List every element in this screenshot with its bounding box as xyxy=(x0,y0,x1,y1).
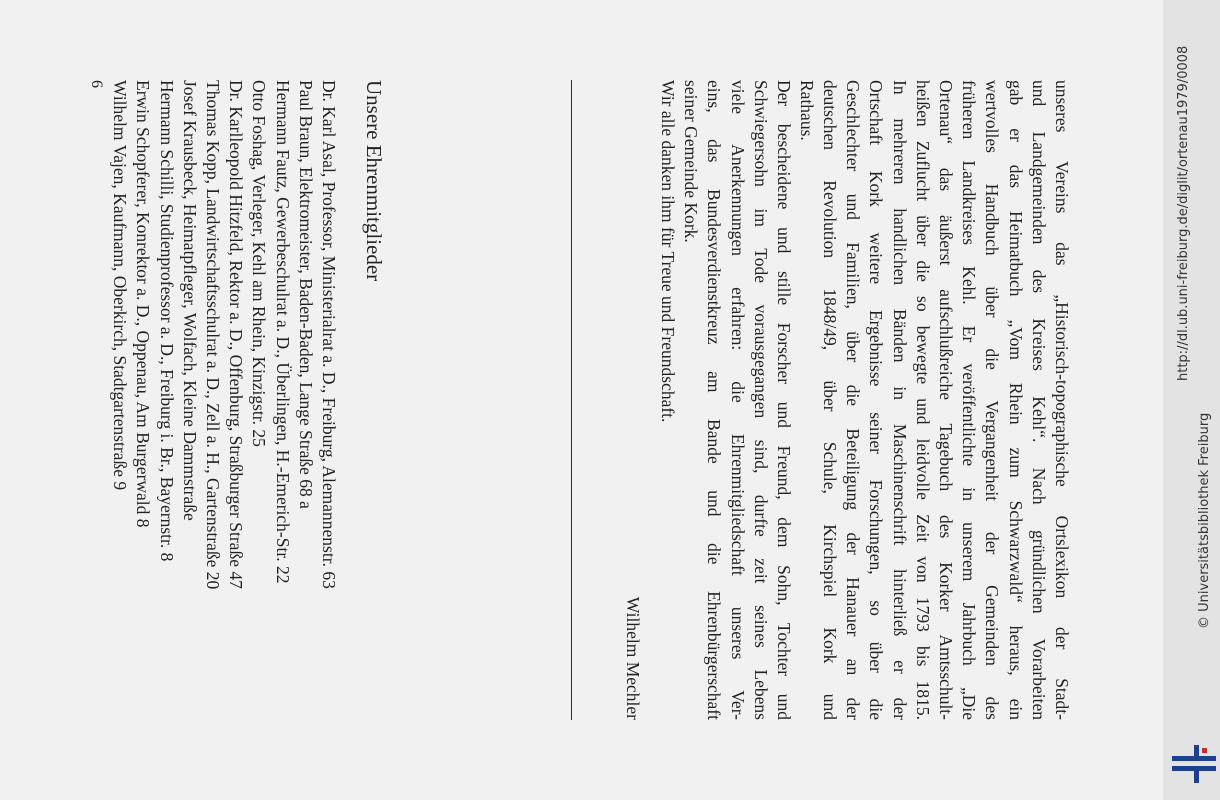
source-url-link[interactable]: http://dl.ub.uni-freiburg.de/diglit/ortenau1979/0008 xyxy=(1176,45,1191,381)
member-entry: Josef Krausbeck, Heimatpfleger, Wolfach, Kleine Dammstraße xyxy=(179,80,200,521)
member-entry: Hermann Fautz, Gewerbeschulrat a. D., Überlingen, H.-Emerich-Str. 22 xyxy=(272,80,293,584)
text-line: und Landgemeinden des Kreises Kehl“. Nach gründlichen Vorarbeiten xyxy=(1028,80,1049,720)
author-signature: Wilhelm Mechler xyxy=(623,596,643,720)
member-entry: Wilhelm Vajen, Kaufmann, Oberkirch, Stadtgartenstraße 9 xyxy=(110,80,131,491)
text-line: unseres Vereins das „Historisch-topographische Ortslexikon der Stadt- xyxy=(1052,80,1072,720)
paragraph-1 xyxy=(795,80,1073,720)
honorary-members-list xyxy=(108,80,340,720)
text-line: seiner Gemeinde Kork. xyxy=(681,80,702,243)
text-line: Geschlechter und Familien, über die Beteiligung der Hanauer an der xyxy=(843,80,864,720)
member-entry: Otto Foshag, Verleger, Kehl am Rhein, Kinzigstr. 25 xyxy=(249,80,270,447)
section-divider xyxy=(571,80,572,720)
library-sidebar xyxy=(1163,0,1220,800)
member-entry: Paul Braun, Elektromeister, Baden-Baden, Lange Straße 68 a xyxy=(295,80,316,509)
text-line: heißen Zuflucht über die so bewegte und leidvolle Zeit von 1793 bis 1815. xyxy=(912,80,933,720)
text-line: Schwiegersohn im Tode vorausgegangen sind, durfte zeit seines Lebens xyxy=(750,80,771,720)
text-line: früheren Landkreises Kehl. Er veröffentlichte in unserem Jahrbuch „Die xyxy=(959,80,980,720)
paragraph-3 xyxy=(656,80,679,720)
text-line: Ortschaft Kork weitere Ergebnisse seiner Forschungen, so über die xyxy=(866,80,887,720)
text-line: Rathaus. xyxy=(796,80,817,141)
text-line: In mehreren handlichen Bänden in Maschinenschrift hinterließ er der xyxy=(889,80,910,720)
section-heading: Unsere Ehrenmitglieder xyxy=(362,80,386,282)
text-line: wertvolles Handbuch über die Vergangenheit der Gemeinden des xyxy=(982,80,1003,720)
member-entry: Dr. Karlleopold Hitzfeld, Rektor a. D., Offenburg, Straßburger Straße 47 xyxy=(226,80,247,589)
text-line: deutschen Revolution 1848/49, über Schule, Kirchspiel Kork und xyxy=(819,80,840,720)
page-number: 6 xyxy=(88,80,105,88)
text-line: Wir alle danken ihm für Treue und Freundschaft. xyxy=(658,80,678,423)
copyright-notice: © Universitätsbibliothek Freiburg xyxy=(1197,412,1212,629)
member-entry: Erwin Schopferer, Konrektor a. D., Oppenau, Am Burgerwald 8 xyxy=(133,80,154,528)
text-line: eins, das Bundesverdienstkreuz am Bande und die Ehrenbürgerschaft xyxy=(704,80,725,720)
text-line: Der bescheidene und stille Forscher und Freund, dem Sohn, Tochter und xyxy=(774,80,794,720)
member-entry: Hermann Schilli, Studienprofessor a. D., Freiburg i. Br., Bayernstr. 8 xyxy=(156,80,177,562)
paragraph-2 xyxy=(679,80,795,720)
member-entry: Thomas Kopp, Landwirtschaftsschulrat a. D., Zell a. H., Gartenstraße 20 xyxy=(202,80,223,590)
member-entry: Dr. Karl Asal, Professor, Ministerialrat a. D., Freiburg, Alemannenstr. 63 xyxy=(319,80,339,589)
text-line: gab er das Heimatbuch „Vom Rhein zum Schwarzwald“ heraus, ein xyxy=(1005,80,1026,720)
text-line: Ortenau“ das äußerst aufschlußreiche Tagebuch des Korker Amtsschult- xyxy=(935,80,956,720)
ub-freiburg-logo-icon xyxy=(1172,745,1216,783)
text-line: viele Anerkennungen erfahren: die Ehrenmitgliedschaft unseres Ver- xyxy=(727,80,748,720)
